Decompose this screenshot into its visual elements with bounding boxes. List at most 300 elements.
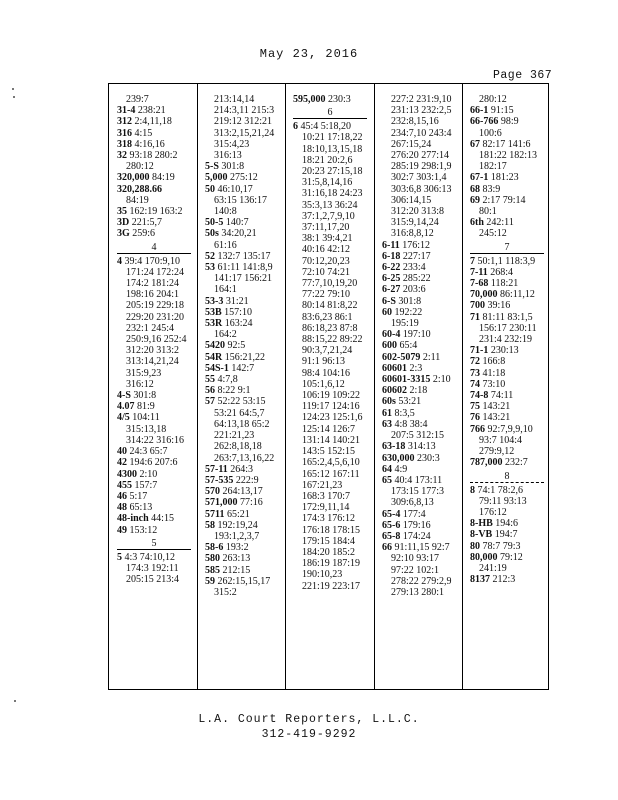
page-line-refs: 53:21 [395, 396, 422, 408]
index-entry [462, 412, 550, 423]
page-line-refs: 153:12 [127, 524, 158, 536]
page-line-refs: 93:18 280:2 [127, 150, 178, 162]
page-line-refs-continued: 207:5 312:15 [391, 430, 445, 442]
page-line-refs-continued: 141:17 156:21 [214, 273, 273, 285]
page-line-refs: 65:4 [397, 340, 418, 352]
index-term: 318 [117, 138, 132, 150]
index-entry [285, 121, 373, 132]
index-term: 600 [382, 340, 397, 352]
index-term: 320,288.66 [117, 183, 162, 195]
index-entry [197, 497, 285, 508]
index-entry [462, 518, 550, 529]
index-term: 4300 [117, 468, 137, 480]
page-line-refs-continued: 70:12,20,23 [302, 255, 350, 267]
section-heading: 8 [470, 471, 544, 483]
page-line-refs-continued: 279:13 280:1 [391, 586, 445, 598]
index-entry [374, 296, 462, 307]
index-entry [197, 565, 285, 576]
index-entry [197, 228, 285, 239]
index-term: 75 [470, 401, 480, 413]
index-term: 630,000 [382, 452, 415, 464]
page-line-refs-continued: 312:20 313:8 [391, 206, 445, 218]
page-line-refs: 259:6 [129, 228, 156, 240]
page-line-refs: 301:8 [395, 295, 422, 307]
index-entry [109, 139, 197, 150]
index-term: 53R [205, 318, 223, 330]
page-line-refs-continued: 276:20 277:14 [391, 150, 450, 162]
page-line-refs: 81:9 [134, 401, 155, 413]
index-column-2 [197, 94, 285, 689]
page-line-refs-continued: 174:3 192:11 [126, 562, 179, 574]
page-line-refs: 41:18 [480, 367, 506, 379]
index-term: 320,000 [117, 172, 150, 184]
index-term: 80,000 [470, 551, 498, 563]
page-line-refs-continued: 171:24 172:24 [126, 266, 185, 278]
page-line-refs-continued: 35:3,13 36:24 [302, 199, 358, 211]
index-term: 76 [470, 412, 480, 424]
page-line-refs: 4:8 38:4 [392, 418, 428, 430]
index-entry [374, 542, 462, 553]
page-line-refs: 157:10 [221, 306, 252, 318]
page-line-refs-continued: 315:9,23 [126, 367, 162, 379]
page-line-refs-continued: 77:7,10,19,20 [302, 278, 358, 290]
page-line-refs-continued: 61:16 [214, 239, 237, 251]
index-term: 49 [117, 524, 127, 536]
page-line-refs: 50:1,1 118:3,9 [475, 255, 536, 267]
page-line-refs: 86:11,12 [497, 289, 535, 301]
index-entry [374, 240, 462, 251]
page-line-refs-continued: 221:21,23 [214, 430, 255, 442]
page-line-refs-continued: 182:17 [479, 161, 507, 173]
page-line-refs-continued: 100:6 [479, 127, 502, 139]
index-entry [462, 390, 550, 401]
page-line-refs-continued: 125:14 126:7 [302, 423, 356, 435]
index-term: 60 [382, 306, 392, 318]
page-line-refs: 104:11 [129, 412, 160, 424]
index-entry [197, 307, 285, 318]
index-entry [109, 491, 197, 502]
page-line-refs-continued: 205:15 213:4 [126, 574, 180, 586]
index-entry [462, 195, 550, 206]
page-line-refs-continued: 72:10 74:21 [302, 266, 351, 278]
page-line-refs-continued: 53:21 64:5,7 [214, 407, 265, 419]
index-term: 55 [205, 374, 215, 386]
page-line-refs-continued: 143:5 152:15 [302, 446, 356, 458]
page-line-refs-continued: 79:11 93:13 [479, 495, 527, 507]
transcript-date: May 23, 2016 [259, 47, 359, 61]
page-line-refs: 194:6 207:6 [127, 457, 178, 469]
index-entry [109, 401, 197, 412]
page-line-refs-continued: 179:15 184:4 [302, 535, 356, 547]
page-line-refs-continued: 231:4 232:19 [479, 334, 533, 346]
index-term: 312 [117, 116, 132, 128]
page-line-refs: 221:5,7 [129, 217, 163, 229]
page-line-refs: 264:13,17 [220, 486, 263, 498]
index-entry [197, 475, 285, 486]
index-term: 7 [470, 255, 475, 267]
index-term: 5,000 [205, 172, 228, 184]
page-line-refs-continued: 309:6,8,13 [391, 497, 434, 509]
page-line-refs: 2:11 [420, 351, 441, 363]
page-line-refs-continued: 315:13,18 [126, 423, 167, 435]
index-entry [109, 150, 197, 161]
page-line-refs: 83:9 [480, 183, 501, 195]
index-entry [197, 520, 285, 531]
index-entry [462, 401, 550, 412]
page-line-refs-continued: 232:8,15,16 [391, 116, 439, 128]
index-entry [109, 128, 197, 139]
page-line-refs-continued: 18:21 20:2,6 [302, 154, 353, 166]
page-line-refs-continued: 267:15,24 [391, 138, 432, 150]
page-line-refs: 8:22 9:1 [215, 385, 251, 397]
index-term: 48-inch [117, 513, 149, 525]
page-line-refs-continued: 97:22 102:1 [391, 564, 440, 576]
index-entry [374, 273, 462, 284]
index-entry [374, 251, 462, 262]
page-line-refs-continued: 313:2,15,21,24 [214, 127, 275, 139]
index-term: 63 [382, 418, 392, 430]
page-line-refs: 2:3 [407, 362, 423, 374]
index-term: 5 [117, 551, 122, 563]
page-line-refs-continued: 31:5,8,14,16 [302, 177, 353, 189]
page-line-refs: 230:3 [414, 452, 440, 464]
page-line-refs-continued: 285:19 298:1,9 [391, 161, 452, 173]
page-line-refs: 78:7 79:3 [480, 540, 521, 552]
index-term: 74-8 [470, 390, 489, 402]
page-line-refs-continued: 312:20 313:2 [126, 345, 180, 357]
index-entry [197, 251, 285, 262]
index-term: 59 [205, 575, 215, 587]
index-term: 60-4 [382, 329, 401, 341]
index-entry [462, 256, 550, 267]
index-entry [109, 469, 197, 480]
page-line-refs: 91:15 [488, 105, 514, 117]
index-term: 58 [205, 519, 215, 531]
page-line-refs-continued: 80:1 [479, 206, 497, 218]
page-line-refs-continued: 93:7 104:4 [479, 434, 523, 446]
index-term: 6-11 [382, 239, 400, 251]
page-number: Page 367 [493, 69, 553, 82]
footer-phone: 312-419-9292 [261, 728, 357, 741]
index-entry [462, 312, 550, 323]
page-line-refs: 157:7 [132, 479, 158, 491]
index-entry [109, 256, 197, 267]
index-term: 8137 [470, 574, 490, 586]
page-line-refs-continued: 279:9,12 [479, 446, 515, 458]
index-term: 455 [117, 479, 132, 491]
index-column-5 [462, 94, 550, 689]
page-line-refs-continued: 205:19 229:18 [126, 300, 185, 312]
index-entry [462, 457, 550, 468]
page-line-refs-continued: 167:21,23 [302, 479, 343, 491]
column-divider [462, 84, 463, 689]
page-line-refs: 142:7 [228, 362, 255, 374]
index-entry [109, 412, 197, 423]
index-term: 71 [470, 311, 480, 323]
page-line-refs-continued: 193:1,2,3,7 [214, 530, 260, 542]
page-line-refs-continued: 186:19 187:19 [302, 558, 361, 570]
page-line-refs-continued: 232:1 245:4 [126, 322, 175, 334]
page-line-refs: 4:7,8 [215, 374, 238, 386]
scan-speck [14, 700, 16, 702]
index-entry [197, 340, 285, 351]
index-term: 65 [382, 474, 392, 486]
index-term: 70,000 [470, 289, 498, 301]
index-entry [197, 262, 285, 273]
page-line-refs-continued: 280:12 [479, 94, 507, 105]
page-line-refs-continued: 38:1 39:4,21 [302, 233, 353, 245]
page-line-refs-continued: 77:22 79:10 [302, 289, 351, 301]
index-term: 50-5 [205, 217, 224, 229]
page-line-refs-continued: 315:2 [214, 586, 237, 598]
index-entry [462, 139, 550, 150]
index-entry [462, 424, 550, 435]
page-line-refs: 301:8 [218, 161, 245, 173]
page-line-refs: 92:5 [225, 340, 246, 352]
page-line-refs-continued: 214:3,11 215:3 [214, 105, 275, 117]
index-entry [197, 464, 285, 475]
index-entry [462, 379, 550, 390]
page-line-refs-continued: 181:22 182:13 [479, 150, 538, 162]
page-line-refs-continued: 164:1 [214, 284, 237, 296]
page-line-refs: 92:7,9,9,10 [485, 423, 533, 435]
index-entry [197, 363, 285, 374]
page-line-refs: 4:15 [132, 127, 153, 139]
page-line-refs: 314:13 [405, 441, 436, 453]
page-line-refs: 2:10 [430, 374, 451, 386]
index-term: 6 [293, 121, 298, 133]
index-term: 5420 [205, 340, 225, 352]
index-term: 40 [117, 446, 127, 458]
index-term: 48 [117, 502, 127, 514]
page-line-refs: 5:17 [127, 490, 148, 502]
index-term: 4/5 [117, 412, 130, 424]
page-line-refs: 24:3 65:7 [127, 446, 168, 458]
index-term: 602-5079 [382, 351, 421, 363]
index-entry [462, 116, 550, 127]
index-term: 65-6 [382, 519, 401, 531]
index-entry [197, 374, 285, 385]
index-entry [109, 457, 197, 468]
index-entry [197, 172, 285, 183]
index-entry [374, 262, 462, 273]
index-term: 53 [205, 262, 215, 274]
page-line-refs-continued: 278:22 279:2,9 [391, 575, 452, 587]
index-term: 57-535 [205, 474, 234, 486]
index-term: 63-18 [382, 441, 406, 453]
index-term: 4-S [117, 390, 131, 402]
index-term: 67 [470, 138, 480, 150]
page-line-refs-continued: 241:19 [479, 562, 507, 574]
index-term: 8-HB [470, 518, 493, 530]
index-term: 54R [205, 351, 223, 363]
index-term: 65-8 [382, 530, 401, 542]
index-entry [462, 217, 550, 228]
index-term: 64 [382, 463, 392, 475]
page-line-refs: 132:7 135:17 [215, 250, 271, 262]
index-entry [462, 278, 550, 289]
index-entry [374, 520, 462, 531]
index-term: 54S-1 [205, 362, 229, 374]
page-line-refs: 73:10 [480, 378, 506, 390]
index-entry [374, 408, 462, 419]
page-line-refs-continued: 18:10,13,15,18 [302, 143, 363, 155]
index-term: 66-1 [470, 105, 489, 117]
index-term: 766 [470, 423, 485, 435]
page-line-refs-continued: 106:19 109:22 [302, 390, 361, 402]
page-line-refs-continued: 315:9,14,24 [391, 217, 439, 229]
page-line-refs-continued: 86:18,23 87:8 [302, 322, 358, 334]
index-entry [374, 374, 462, 385]
page-line-refs: 232:7 [502, 457, 528, 469]
index-term: 571,000 [205, 497, 238, 509]
page-line-refs-continued: 176:18 178:15 [302, 524, 361, 536]
page-line-refs: 275:12 [227, 172, 258, 184]
index-entry [374, 307, 462, 318]
index-entry [197, 486, 285, 497]
page-line-refs-continued: 190:10,23 [302, 569, 343, 581]
index-entry [197, 553, 285, 564]
index-entry [462, 345, 550, 356]
page-line-refs-continued: 263:7,13,16,22 [214, 452, 275, 464]
page-line-refs: 301:8 [130, 390, 157, 402]
index-term: 56 [205, 385, 215, 397]
index-entry [374, 396, 462, 407]
page-line-refs-continued: 164:2 [214, 329, 237, 341]
page-line-refs: 162:19 163:2 [127, 206, 183, 218]
page-line-refs-continued: 231:13 232:2,5 [391, 105, 452, 117]
page-line-refs-continued: 168:3 170:7 [302, 490, 351, 502]
page-line-refs-continued: 64:13,18 65:2 [214, 418, 270, 430]
index-entry [374, 509, 462, 520]
index-term: 71-1 [470, 345, 489, 357]
page-line-refs-continued: 184:20 185:2 [302, 546, 356, 558]
page-line-refs-continued: 124:23 125:1,6 [302, 412, 363, 424]
page-line-refs: 8:3,5 [392, 407, 415, 419]
index-entry [374, 464, 462, 475]
page-line-refs-continued: 119:17 124:16 [302, 401, 360, 413]
index-entry [197, 385, 285, 396]
page-line-refs-continued: 20:23 27:15,18 [302, 166, 363, 178]
page-line-refs: 52:22 53:15 [215, 396, 266, 408]
page-line-refs: 233:4 [400, 262, 426, 274]
index-term: 66-766 [470, 116, 499, 128]
index-term: 787,000 [470, 457, 503, 469]
section-heading: 7 [470, 242, 544, 254]
index-term: 52 [205, 250, 215, 262]
page-line-refs: 242:11 [483, 217, 514, 229]
page-line-refs: 46:10,17 [215, 183, 253, 195]
index-entry [197, 296, 285, 307]
word-index-box [108, 83, 549, 690]
page-line-refs-continued: 140:8 [214, 206, 237, 218]
page-line-refs: 166:8 [480, 356, 506, 368]
page-line-refs: 192:22 [392, 306, 423, 318]
page-line-refs: 79:12 [497, 551, 523, 563]
page-line-refs: 238:21 [135, 105, 166, 117]
column-divider [285, 84, 286, 689]
index-entry [197, 161, 285, 172]
index-term: 60602 [382, 385, 407, 397]
index-term: 5-S [205, 161, 219, 173]
index-term: 35 [117, 206, 127, 218]
index-entry [374, 531, 462, 542]
index-term: 57 [205, 396, 215, 408]
index-term: 3G [117, 228, 130, 240]
index-entry [462, 300, 550, 311]
page-line-refs-continued: 31:16,18 24:23 [302, 188, 363, 200]
page-line-refs-continued: 229:20 231:20 [126, 311, 185, 323]
page-line-refs-continued: 262:8,18,18 [214, 441, 262, 453]
index-entry [109, 116, 197, 127]
index-entry [462, 574, 550, 585]
index-entry [462, 172, 550, 183]
index-entry [462, 529, 550, 540]
page-line-refs: 230:13 [488, 345, 519, 357]
page-line-refs-continued: 174:2 181:24 [126, 278, 180, 290]
page-line-refs-continued: 316:8,8,12 [391, 228, 434, 240]
page-line-refs-continued: 156:17 230:11 [479, 322, 537, 334]
page-line-refs: 174:24 [400, 530, 431, 542]
page-line-refs-continued: 227:2 231:9,10 [391, 94, 452, 105]
index-entry [197, 576, 285, 587]
section-heading: 4 [117, 242, 191, 254]
index-column-1 [109, 94, 197, 689]
index-term: 8-VB [470, 529, 493, 541]
page-line-refs: 143:21 [480, 412, 511, 424]
index-term: 68 [470, 183, 480, 195]
page-line-refs-continued: 213:14,14 [214, 94, 255, 105]
index-entry [462, 289, 550, 300]
index-entry [109, 502, 197, 513]
page-line-refs: 285:22 [400, 273, 431, 285]
page-line-refs: 227:17 [400, 250, 431, 262]
index-term: 66 [382, 542, 392, 554]
index-term: 4.07 [117, 401, 135, 413]
index-term: 7-68 [470, 278, 489, 290]
page-line-refs-continued: 221:19 223:17 [302, 580, 361, 592]
index-entry [462, 184, 550, 195]
index-term: 6-25 [382, 273, 401, 285]
page-line-refs: 179:16 [400, 519, 431, 531]
page-line-refs: 39:4 170:9,10 [122, 255, 181, 267]
page-line-refs: 4:9 [392, 463, 408, 475]
page-line-refs: 197:10 [400, 329, 431, 341]
index-term: 6th [470, 217, 484, 229]
page-line-refs: 84:19 [149, 172, 175, 184]
page-line-refs-continued: 174:3 176:12 [302, 513, 356, 525]
index-term: 73 [470, 367, 480, 379]
index-term: 580 [205, 553, 220, 565]
page-line-refs-continued: 165:12 167:11 [302, 468, 360, 480]
index-entry [374, 475, 462, 486]
page-line-refs-continued: 198:16 204:1 [126, 289, 180, 301]
page-line-refs: 163:24 [222, 318, 253, 330]
footer-company: L.A. Court Reporters, L.L.C. [198, 713, 420, 726]
index-entry [462, 356, 550, 367]
index-term: 7-11 [470, 266, 488, 278]
page-line-refs: 31:21 [223, 295, 249, 307]
index-term: 6-22 [382, 262, 401, 274]
index-term: 74 [470, 378, 480, 390]
index-entry [197, 352, 285, 363]
page-line-refs: 118:21 [488, 278, 519, 290]
page-line-refs-continued: 302:7 303:1,4 [391, 172, 447, 184]
page-line-refs-continued: 173:15 177:3 [391, 486, 445, 498]
index-term: 6-18 [382, 250, 401, 262]
page-line-refs: 98:9 [498, 116, 519, 128]
page-line-refs: 181:23 [488, 172, 519, 184]
